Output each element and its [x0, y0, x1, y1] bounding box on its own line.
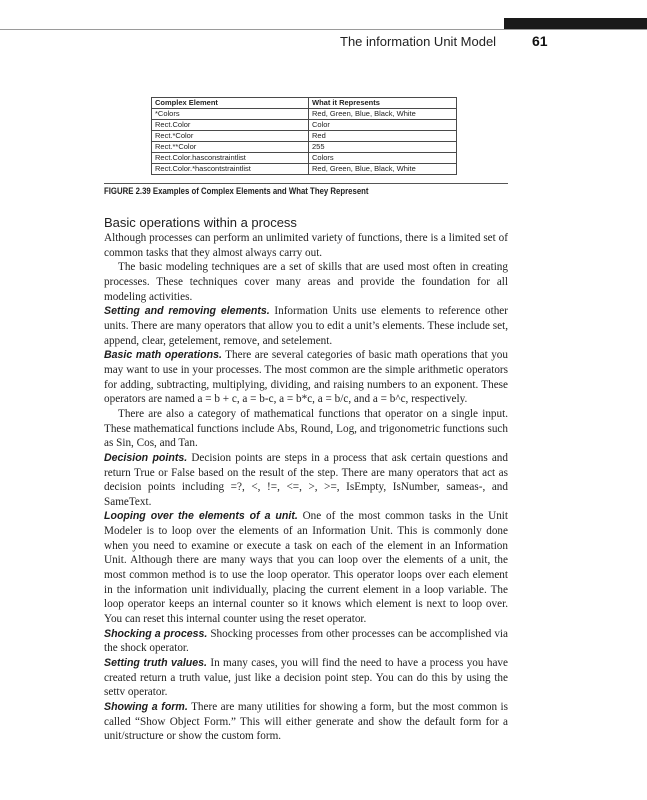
column-header: What it Represents — [309, 98, 457, 109]
table-row — [152, 164, 457, 175]
table-header-row — [152, 98, 457, 109]
looping-paragraph — [104, 509, 508, 626]
table-cell: *Colors — [152, 109, 309, 120]
run-in-heading: Setting and removing elements. — [104, 305, 270, 318]
basic-techniques-paragraph: The basic modeling techniques are a set of skills that are used most often in creating processes. These techniques cover many areas and provide the foundation for all modeling activities. — [104, 261, 508, 303]
table-cell: Rect.**Color — [152, 142, 309, 153]
table-cell: Rect.Color.hasconstraintlist — [152, 153, 309, 164]
table-row — [152, 109, 457, 120]
body-text — [104, 231, 508, 744]
paragraph-text: Information Units use elements to reference other units. There are many operators that allow you to edit a unit’s elements. These include set, append, clear, getelement, remove, and setelement. — [104, 305, 508, 347]
figure-caption: FIGURE 2.39 Examples of Complex Elements and What They Represent — [104, 186, 369, 197]
run-in-heading: Basic math operations. — [104, 349, 222, 362]
run-in-heading: Shocking a process. — [104, 627, 208, 640]
table-row — [152, 142, 457, 153]
table-cell: Colors — [309, 153, 457, 164]
run-in-heading: Decision points. — [104, 451, 188, 464]
table-cell: 255 — [309, 142, 457, 153]
running-title: The information Unit Model — [340, 34, 497, 49]
paragraph-text: There are many utilities for showing a form, but the most common is called “Show Object Form.” This will either generate and show the default form for a unit/structure or show the custom form. — [104, 701, 508, 743]
intro-paragraph: Although processes can perform an unlimited variety of functions, there is a limited set of common tasks that they almost always carry out. — [104, 232, 508, 259]
table-row — [152, 131, 457, 142]
table-cell: Rect.Color — [152, 120, 309, 131]
section-heading: Basic operations within a process — [104, 215, 297, 230]
table-cell: Rect.Color.*hascontstraintlist — [152, 164, 309, 175]
page-number: 61 — [532, 33, 548, 49]
table-cell: Color — [309, 120, 457, 131]
table-cell: Red, Green, Blue, Black, White — [309, 164, 457, 175]
paragraph-text: There are several categories of basic math operations that you may want to use in your processes. The most common are the simple arithmetic operators for adding, subtracting, multiplying, dividing, and raising numbers to an exponent. These operators are named a = b + c, a = b-c, a = b*c, a = b/c, and a = b^c, respectively. — [104, 349, 508, 406]
truth-paragraph — [104, 656, 508, 700]
setting-paragraph — [104, 304, 508, 348]
table-cell: Rect.*Color — [152, 131, 309, 142]
paragraph-text: Decision points are steps in a process that ask certain questions and return True or False based on the result of the step. There are many operators that act as decision points including =?, <, !=, <=, >, >=, IsEmpty, IsNumber, sameas-, and SameText. — [104, 451, 508, 508]
table-row — [152, 153, 457, 164]
math-paragraph — [104, 348, 508, 407]
complex-elements-table — [151, 97, 457, 175]
decision-paragraph — [104, 451, 508, 510]
table-row — [152, 120, 457, 131]
header-rule — [0, 29, 647, 30]
paragraph-text: Shocking processes from other processes can be accomplished via the shock operator. — [104, 627, 508, 655]
column-header: Complex Element — [152, 98, 309, 109]
form-paragraph — [104, 700, 508, 744]
run-in-heading: Showing a form. — [104, 701, 188, 713]
paragraph-text: One of the most common tasks in the Unit Modeler is to loop over the elements of an Information Unit. This is commonly done when you need to examine or execute a task on each of the element in an Information Unit. Although there are many ways that you can loop over the elements of a unit, the most common method is to use the loop operator. This operator loops over each element in the information unit individually, placing the current element in a loop variable. The loop operator keeps an internal counter so it knows which element is next to loop over. You can reset this internal counter using the reset operator. — [104, 510, 509, 626]
caption-rule — [104, 183, 508, 184]
shocking-paragraph — [104, 627, 508, 656]
paragraph-text: In many cases, you will find the need to have a process you have created return a truth value, just like a decision point step. You can do this by using the settv operator. — [104, 657, 508, 699]
run-in-heading: Setting truth values. — [104, 657, 207, 670]
math-functions-paragraph: There are also a category of mathematical functions that operator on a single input. These mathematical functions include Abs, Round, Log, and trigonometric functions such as Sin, Cos, and Tan. — [104, 407, 508, 450]
run-in-heading: Looping over the elements of a unit. — [104, 510, 298, 523]
table-cell: Red — [309, 131, 457, 142]
table-cell: Red, Green, Blue, Black, White — [309, 109, 457, 120]
